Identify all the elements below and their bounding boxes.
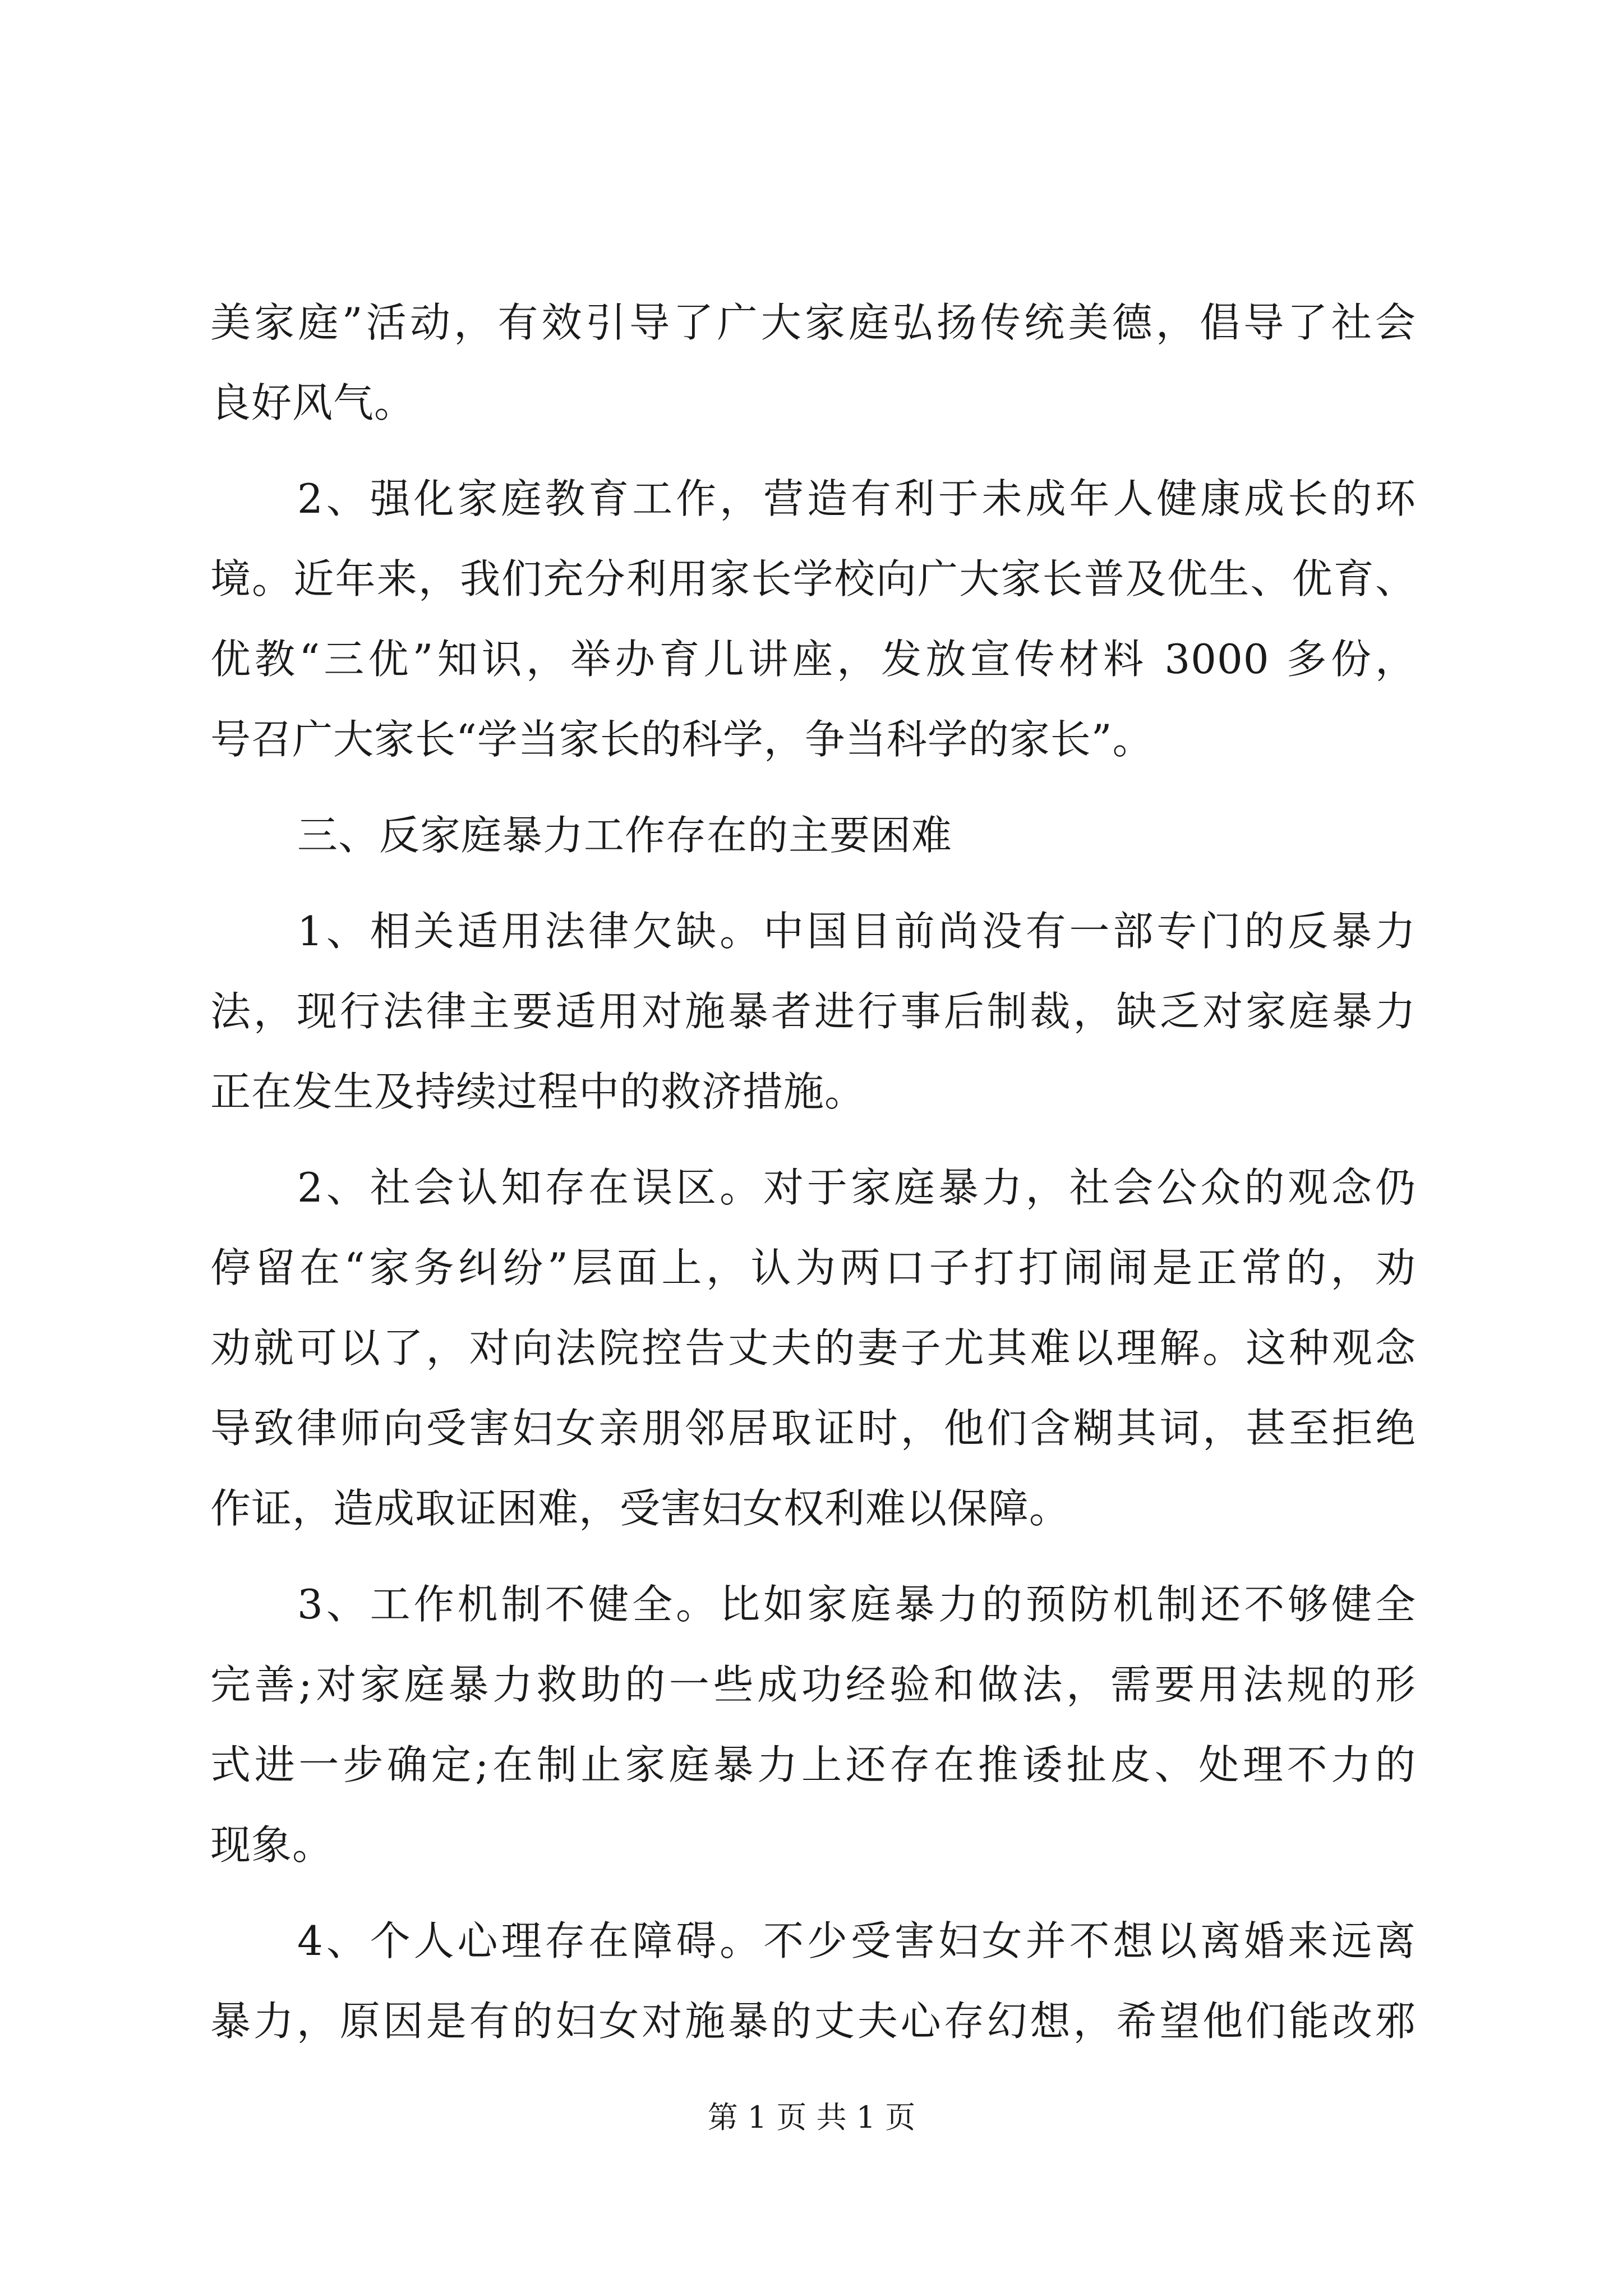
text-line: 优教“三优”知识，举办育儿讲座，发放宣传材料 3000 多份， (210, 636, 1416, 683)
text-line: 4、个人心理存在障碍。不少受害妇女并不想以离婚来远离 (297, 1917, 1416, 1964)
text-line: 号召广大家长“学当家长的科学，争当科学的家长”。 (210, 716, 1154, 763)
text-line: 1、相关适用法律欠缺。中国目前尚没有一部专门的反暴力 (297, 908, 1416, 955)
text-line: 导致律师向受害妇女亲朋邻居取证时，他们含糊其词，甚至拒绝 (210, 1405, 1416, 1452)
text-line: 劝就可以了，对向法院控告丈夫的妻子尤其难以理解。这种观念 (210, 1324, 1416, 1372)
page-number-footer: 第 1 页 共 1 页 (707, 2100, 916, 2135)
text-line: 作证，造成取证困难，受害妇女权利难以保障。 (210, 1485, 1071, 1532)
text-line: 停留在“家务纠纷”层面上，认为两口子打打闹闹是正常的，劝 (210, 1244, 1416, 1291)
text-line: 完善;对家庭暴力救助的一些成功经验和做法，需要用法规的形 (210, 1661, 1416, 1708)
text-line: 法，现行法律主要适用对施暴者进行事后制裁，缺乏对家庭暴力 (210, 988, 1416, 1035)
text-line: 境。近年来，我们充分利用家长学校向广大家长普及优生、优育、 (210, 555, 1416, 602)
text-line: 2、社会认知存在误区。对于家庭暴力，社会公众的观念仍 (297, 1164, 1416, 1211)
text-line: 式进一步确定;在制止家庭暴力上还存在推诿扯皮、处理不力的 (210, 1741, 1416, 1788)
text-line: 现象。 (210, 1821, 334, 1869)
text-line: 良好风气。 (210, 379, 416, 426)
text-line: 美家庭”活动，有效引导了广大家庭弘扬传统美德，倡导了社会 (210, 299, 1416, 346)
text-line: 暴力，原因是有的妇女对施暴的丈夫心存幻想，希望他们能改邪 (210, 1998, 1416, 2045)
text-line: 正在发生及持续过程中的救济措施。 (210, 1068, 866, 1115)
section-heading: 三、反家庭暴力工作存在的主要困难 (297, 812, 953, 859)
text-line: 3、工作机制不健全。比如家庭暴力的预防机制还不够健全 (297, 1581, 1416, 1628)
text-line: 2、强化家庭教育工作，营造有利于未成年人健康成长的环 (297, 475, 1416, 522)
